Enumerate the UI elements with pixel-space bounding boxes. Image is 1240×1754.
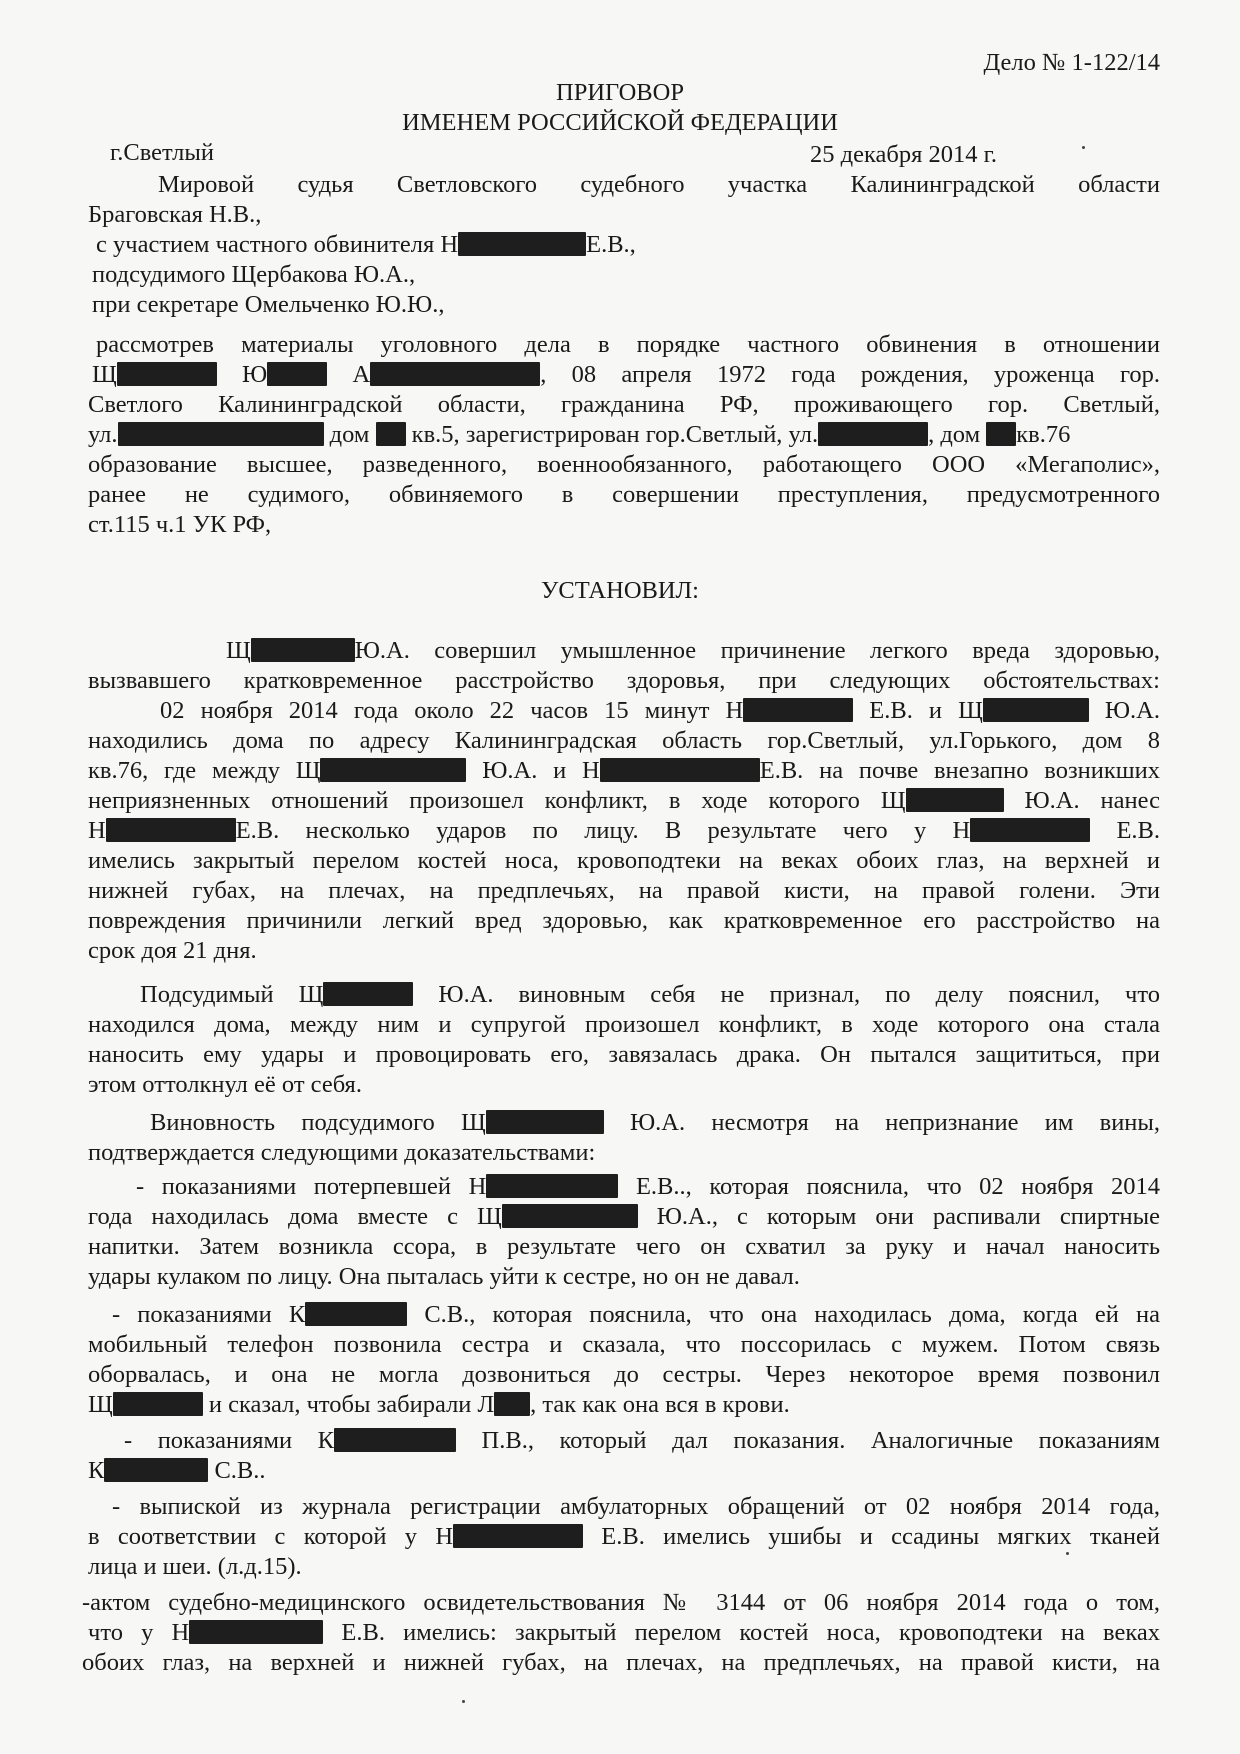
body-line: оборвалась, и она не могла дозвониться до сестры. Через некоторое время позвонил bbox=[88, 1361, 1160, 1388]
body-line: Щ Ю.А. совершил умышленное причинение легкого вреда здоровью, bbox=[226, 637, 1160, 664]
redaction bbox=[453, 1524, 583, 1548]
intro-line: образование высшее, разведенного, военнообязанного, работающего ООО «Мегаполис», bbox=[88, 451, 1160, 478]
body-line: обоих глаз, на верхней и нижней губах, на плечах, на предплечьях, на правой кисти, на bbox=[82, 1649, 1160, 1676]
scan-speck bbox=[1066, 1552, 1069, 1555]
redaction bbox=[267, 362, 327, 386]
redaction bbox=[104, 1458, 208, 1482]
redaction bbox=[334, 1428, 456, 1452]
redaction bbox=[983, 698, 1089, 722]
body-line: неприязненных отношений произошел конфликт, в ходе которого Щ Ю.А. нанес bbox=[88, 787, 1161, 814]
body-line: мобильный телефон позвонила сестра и сказала, что поссорилась с мужем. Потом связь bbox=[88, 1331, 1160, 1358]
scan-speck bbox=[1082, 146, 1085, 149]
body-line: что у Н Е.В. имелись: закрытый перелом костей носа, кровоподтеки на веках bbox=[88, 1619, 1160, 1646]
redaction bbox=[486, 1174, 618, 1198]
body-line: - показаниями К П.В., который дал показания. Аналогичные показаниям bbox=[124, 1427, 1160, 1454]
body-line: наносить ему удары и провоцировать его, завязалась драка. Он пытался защититься, при bbox=[88, 1041, 1160, 1068]
intro-line: рассмотрев материалы уголовного дела в порядке частного обвинения в отношении bbox=[96, 331, 1160, 358]
redaction bbox=[376, 422, 406, 446]
redaction bbox=[251, 638, 355, 662]
body-line: находился дома, между ним и супругой произошел конфликт, в ходе которого она стала bbox=[88, 1011, 1160, 1038]
body-line: Подсудимый Щ Ю.А. виновным себя не признал, по делу пояснил, что bbox=[140, 981, 1160, 1008]
body-line: - показаниями К С.В., которая пояснила, что она находилась дома, когда ей на bbox=[112, 1301, 1160, 1328]
body-line: имелись закрытый перелом костей носа, кровоподтеки на веках обоих глаз, на верхней и bbox=[88, 847, 1160, 874]
redaction bbox=[818, 422, 928, 446]
body-line: подтверждается следующими доказательствами: bbox=[88, 1139, 596, 1166]
redaction bbox=[106, 818, 236, 842]
redaction bbox=[323, 982, 413, 1006]
date: 25 декабря 2014 г. bbox=[810, 141, 998, 168]
redaction bbox=[502, 1204, 638, 1228]
body-line: этом оттолкнул её от себя. bbox=[88, 1071, 362, 1098]
intro-line: ранее не судимого, обвиняемого в совершении преступления, предусмотренного bbox=[88, 481, 1160, 508]
intro-line: Светлого Калининградской области, гражданина РФ, проживающего гор. Светлый, bbox=[88, 391, 1160, 418]
scan-speck bbox=[462, 1700, 465, 1703]
intro-line: Браговская Н.В., bbox=[88, 201, 262, 228]
body-line: года находилась дома вместе с Щ Ю.А., с которым они распивали спиртные bbox=[88, 1203, 1160, 1230]
redaction bbox=[118, 422, 324, 446]
body-line: Н Е.В. несколько ударов по лицу. В результате чего у Н Е.В. bbox=[88, 817, 1160, 844]
body-line: - показаниями потерпевшей Н Е.В.., которая пояснила, что 02 ноября 2014 bbox=[136, 1173, 1161, 1200]
redaction bbox=[986, 422, 1016, 446]
body-line: повреждения причинили легкий вред здоровью, как кратковременное его расстройство на bbox=[88, 907, 1160, 934]
redaction bbox=[113, 1392, 203, 1416]
section-title: УСТАНОВИЛ: bbox=[541, 577, 699, 604]
redaction bbox=[486, 1110, 604, 1134]
intro-line: с участием частного обвинителя Н Е.В., bbox=[96, 231, 636, 258]
redaction bbox=[743, 698, 853, 722]
body-line: в соответствии с которой у Н Е.В. имелись ушибы и ссадины мягких тканей bbox=[88, 1523, 1160, 1550]
body-line: вызвавшего кратковременное расстройство здоровья, при следующих обстоятельствах: bbox=[88, 667, 1160, 694]
city: г.Светлый bbox=[110, 139, 214, 166]
body-line: Щ и сказал, чтобы забирали Л , так как она вся в крови. bbox=[88, 1391, 790, 1418]
redaction bbox=[494, 1392, 530, 1416]
body-line: К С.В.. bbox=[88, 1457, 266, 1484]
intro-line: при секретаре Омельченко Ю.Ю., bbox=[92, 291, 445, 318]
redaction bbox=[117, 362, 217, 386]
redaction bbox=[906, 788, 1004, 812]
redaction bbox=[370, 362, 540, 386]
body-line: 02 ноября 2014 года около 22 часов 15 минут Н Е.В. и Щ Ю.А. bbox=[160, 697, 1160, 724]
body-line: напитки. Затем возникла ссора, в результате чего он схватил за руку и начал наносить bbox=[88, 1233, 1160, 1260]
intro-line: Щ Ю А , 08 апреля 1972 года рождения, уроженца гор. bbox=[92, 361, 1161, 388]
body-line: лица и шеи. (л.д.15). bbox=[88, 1553, 302, 1580]
body-line: Виновность подсудимого Щ Ю.А. несмотря на непризнание им вины, bbox=[150, 1109, 1161, 1136]
body-line: - выпиской из журнала регистрации амбулаторных обращений от 02 ноября 2014 года, bbox=[112, 1493, 1160, 1520]
redaction bbox=[189, 1620, 323, 1644]
body-line: нижней губах, на плечах, на предплечьях, на правой кисти, на правой голени. Эти bbox=[88, 877, 1160, 904]
intro-line: подсудимого Щербакова Ю.А., bbox=[92, 261, 416, 288]
body-line: срок доя 21 дня. bbox=[88, 937, 257, 964]
redaction bbox=[305, 1302, 407, 1326]
body-line: находились дома по адресу Калининградская область гор.Светлый, ул.Горького, дом 8 bbox=[88, 727, 1160, 754]
body-line: -актом судебно-медицинского освидетельствования № 3144 от 06 ноября 2014 года о том, bbox=[82, 1589, 1160, 1616]
intro-line: ул. дом кв.5, зарегистрирован гор.Светлый, ул. , дом кв.76 bbox=[88, 421, 1071, 448]
body-line: кв.76, где между Щ Ю.А. и Н Е.В. на почве внезапно возникших bbox=[88, 757, 1160, 784]
redaction bbox=[320, 758, 466, 782]
redaction bbox=[600, 758, 760, 782]
document-subtitle: ИМЕНЕМ РОССИЙСКОЙ ФЕДЕРАЦИИ bbox=[402, 109, 838, 136]
document-title: ПРИГОВОР bbox=[556, 79, 684, 106]
redaction bbox=[458, 232, 586, 256]
intro-line: ст.115 ч.1 УК РФ, bbox=[88, 511, 272, 538]
redaction bbox=[970, 818, 1090, 842]
intro-line: Мировой судья Светловского судебного участка Калининградской области bbox=[158, 171, 1160, 198]
body-line: удары кулаком по лицу. Она пыталась уйти к сестре, но он не давал. bbox=[88, 1263, 800, 1290]
case-number: Дело № 1-122/14 bbox=[983, 49, 1160, 76]
